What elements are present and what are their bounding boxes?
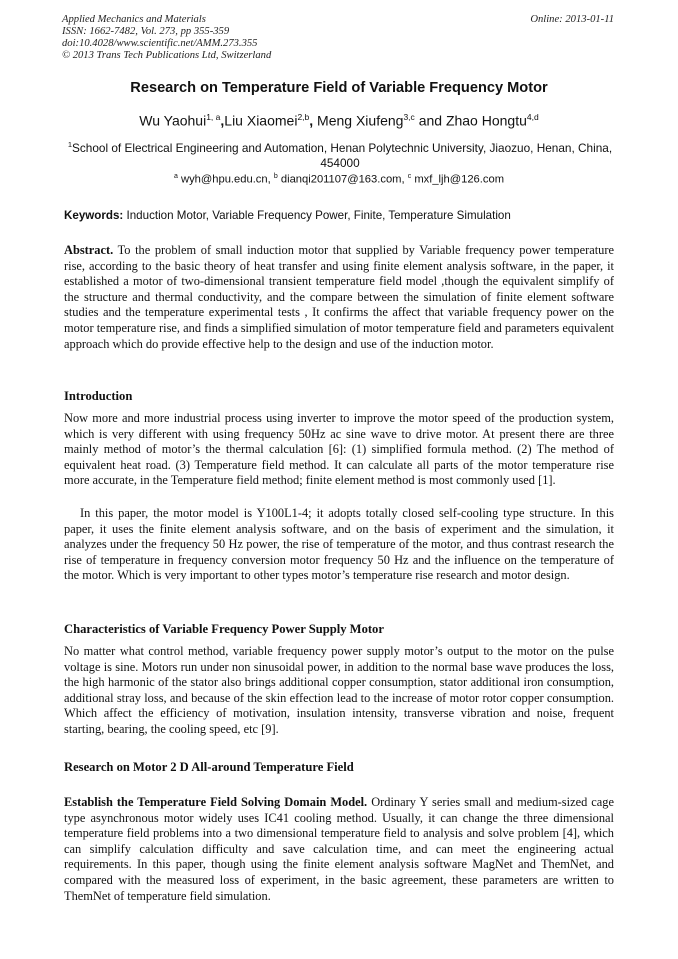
author-name: Liu Xiaomei	[224, 112, 298, 129]
journal-name: Applied Mechanics and Materials	[62, 14, 206, 25]
author-superscript: 4,d	[526, 112, 539, 122]
section-heading-introduction: Introduction	[64, 389, 133, 403]
author-name: Meng Xiufeng	[317, 112, 404, 129]
author-superscript: 2,b	[297, 112, 310, 122]
email-link[interactable]: wyh@hpu.edu.cn,	[181, 173, 271, 186]
email-list	[0, 173, 678, 186]
author-superscript: 1, a	[206, 112, 221, 122]
introduction-paragraph-1: Now more and more industrial process using inverter to improve the motor speed of the production system, which is very different with using frequency 50Hz ac sine wave to drive motor. At present there are three mainly method of motor’s the thermal calculation [6]: (1) simplified formula method. (2) The method of equivalent heat road. (3) Temperature field method. It can calculate all parts of the motor temperature rise more accurate, in the Temperature field method; finite element method is most commonly used [1].	[64, 411, 614, 488]
keywords-text: Induction Motor, Variable Frequency Power, Finite, Temperature Simulation	[126, 209, 511, 222]
keywords	[64, 209, 616, 222]
journal-copyright: © 2013 Trans Tech Publications Ltd, Switzerland	[62, 50, 272, 61]
journal-doi: doi:10.4028/www.scientific.net/AMM.273.355	[62, 38, 258, 49]
keywords-label: Keywords:	[64, 209, 124, 222]
run-in-subheading: Establish the Temperature Field Solving Domain Model.	[64, 795, 368, 809]
abstract-text: To the problem of small induction motor that supplied by Variable frequency power temperature rise, according to the basic theory of heat transfer and using finite element analysis software, in the paper, it established a motor of two-dimensional transient temperature field model ,though the equivalent simplify of the structure and thermal conductivity, and the compare between the simulation of finite element software studies and the temperature experimental tests , It confirms the affect that variable frequency power on the motor temperature rise, and finds a simplified simulation of motor temperature field and parameters equivalent approach which do provide effective help to the design and use of the induction motor.	[64, 243, 615, 351]
affiliation	[64, 137, 616, 171]
temperature-field-text: Ordinary Y series small and medium-sized cage type asynchronous motor widely uses IC41 cooling method. Usually, it can change the three dimensional temperature field problems into a two dimensional temperature field to analysis and solve problem [4], which can simplify calculation difficulty and save calculation time, and can meet the engineering actual requirements. In this paper, though using the finite element analysis software MagNet and ThemNet, and compared with the measured loss of experiment, in the basic agreement, these parameters are written to ThemNet of temperature field simulation.	[64, 795, 614, 903]
temperature-field-paragraph	[64, 795, 614, 904]
paper-title: Research on Temperature Field of Variable Frequency Motor	[130, 80, 548, 96]
email-link[interactable]: dianqi201107@163.com,	[280, 173, 405, 186]
characteristics-paragraph: No matter what control method, variable frequency power supply motor’s output to the motor on the pulse voltage is sine. Motors run under non sinusoidal power, in addition to the normal base wave produces the loss, the high harmonic of the stator also brings additional copper consumption, stator additional iron consumption, additional stray loss, and because of the skin effection lead to the increase of motor rotor copper consumption. Which affect the efficiency of motivation, insulation intensity, transverse vibration and noise, frequent starting, bearing, the cooling speed, etc [9].	[64, 644, 614, 736]
email-superscript: b	[273, 173, 278, 180]
section-heading-temperature-field: Research on Motor 2 D All-around Temperature Field	[64, 760, 354, 774]
email-link[interactable]: mxf_ljh@126.com	[414, 173, 505, 186]
section-heading-characteristics: Characteristics of Variable Frequency Power Supply Motor	[64, 622, 384, 636]
affiliation-superscript: 1	[67, 140, 73, 149]
abstract-label: Abstract.	[64, 243, 114, 257]
author-list: Wu Yaohui$^{1, a}$,Liu Xiaomei$^{2,b}$, Meng Xiufeng$^{3,c}$ and Zhao Hongtu$^{4,d}$	[139, 112, 539, 129]
email-superscript: c	[407, 173, 412, 180]
affiliation-text: School of Electrical Engineering and Automation, Henan Polytechnic University, Jiaozuo, Henan, China, 454000	[72, 140, 613, 170]
introduction-paragraph-2: In this paper, the motor model is Y100L1-4; it adopts totally closed self-cooling type structure. In this paper, it uses the finite element analysis software, and on the basis of experiment and the simulation, it analyzes under the frequency 50 Hz power, the rise of temperature of the motor, and thus contrast research the rise of temperature in frequency conversion motor frequency 50 Hz and the influence on the temperature of the motor. Which is very important to other types motor’s temperature rise research and motor design.	[64, 506, 614, 583]
author-name: Wu Yaohui	[139, 112, 207, 129]
author-superscript: 3,c	[403, 112, 415, 122]
online-date: Online: 2013-01-11	[530, 14, 614, 25]
abstract	[64, 243, 614, 352]
author-name: Zhao Hongtu	[445, 112, 527, 129]
author-conjunction: and	[418, 112, 443, 129]
journal-header	[62, 14, 271, 62]
email-superscript: a	[173, 173, 178, 180]
journal-issn: ISSN: 1662-7482, Vol. 273, pp 355-359	[62, 26, 230, 37]
